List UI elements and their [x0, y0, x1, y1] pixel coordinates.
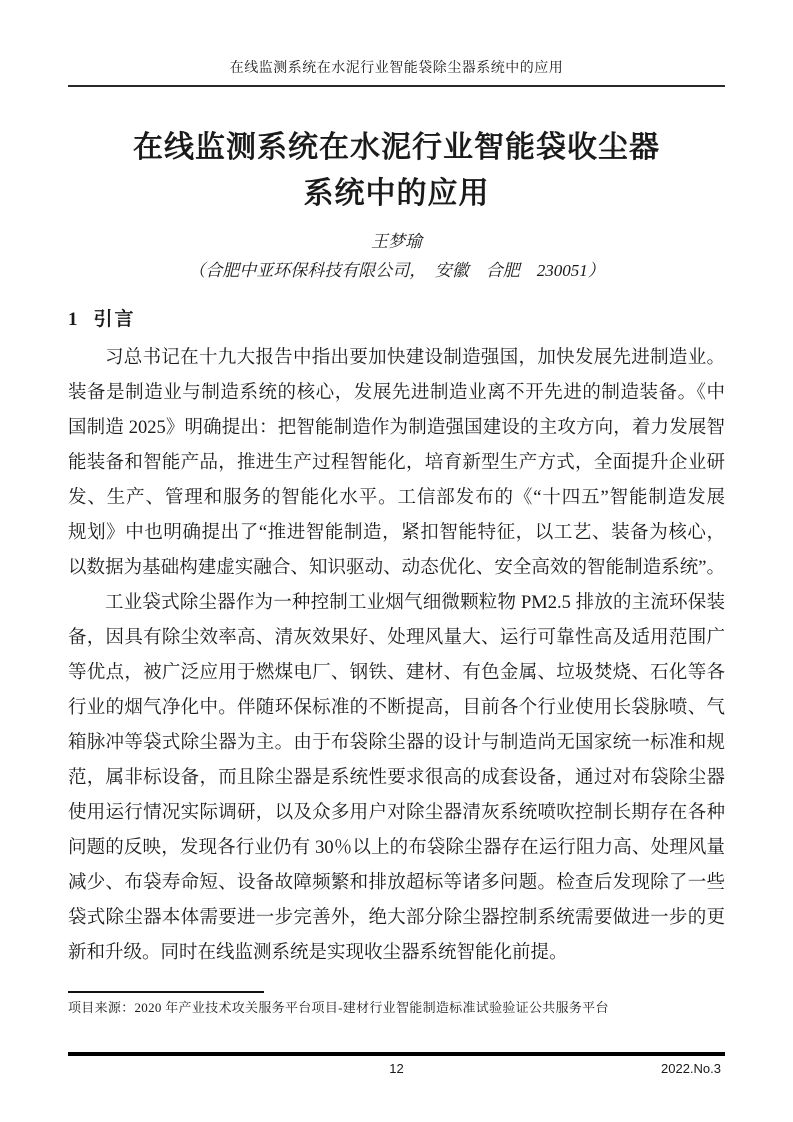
paragraph-1 — [68, 341, 725, 586]
body-line: 范，属非标设备，而且除尘器是系统性要求很高的成套设备，通过对布袋除尘器 — [68, 768, 725, 788]
body-text — [68, 341, 725, 971]
paragraph-2 — [68, 586, 725, 971]
footer-rule — [68, 1052, 725, 1056]
author-name: 王梦瑜 — [371, 232, 422, 251]
body-line: 规划》中也明确提出了“推进智能制造，紧扣智能特征，以工艺、装备为核心， — [68, 523, 725, 543]
body-line: 行业的烟气净化中。伴随环保标准的不断提高，目前各个行业使用长袋脉喷、气 — [68, 698, 725, 718]
body-line: 箱脉冲等袋式除尘器为主。由于布袋除尘器的设计与制造尚无国家统一标准和规 — [68, 733, 725, 753]
body-line: 袋式除尘器本体需要进一步完善外，绝大部分除尘器控制系统需要做进一步的更 — [68, 908, 725, 928]
body-line: 减少、布袋寿命短、设备故障频繁和排放超标等诸多问题。检查后发现除了一些 — [68, 873, 725, 893]
body-line: 以数据为基础构建虚实融合、知识驱动、动态优化、安全高效的智能制造系统”。 — [68, 558, 725, 578]
body-line: 问题的反映，发现各行业仍有 30％以上的布袋除尘器存在运行阻力高、处理风量 — [68, 838, 725, 858]
footnote-source: 项目来源：2020 年产业技术攻关服务平台项目-建材行业智能制造标准试验验证公共服务平台 — [68, 1000, 609, 1015]
section-number: 1 — [68, 309, 78, 330]
body-line: 使用运行情况实际调研，以及众多用户对除尘器清灰系统喷吹控制长期存在各种 — [68, 803, 725, 823]
footnote-divider — [68, 991, 264, 993]
page-footer — [68, 1059, 725, 1079]
body-line: 能装备和智能产品，推进生产过程智能化，培育新型生产方式，全面提升企业研 — [68, 453, 725, 473]
issue-label: 2022.No.3 — [661, 1061, 721, 1076]
body-line: 国制造 2025》明确提出：把智能制造作为制造强国建设的主攻方向，着力发展智 — [68, 418, 725, 438]
paper-title-line-2: 系统中的应用 — [303, 177, 490, 210]
body-line: 备，因具有除尘效率高、清灰效果好、处理风量大、运行可靠性高及适用范围广 — [68, 628, 725, 648]
paper-title-line-1: 在线监测系统在水泥行业智能袋收尘器 — [133, 131, 660, 164]
section-heading — [68, 306, 725, 334]
body-line: 新和升级。同时在线监测系统是实现收尘器系统智能化前提。 — [68, 943, 568, 963]
affiliation: （合肥中亚环保科技有限公司， 安徽 合肥 230051） — [188, 261, 605, 280]
section-title: 引言 — [93, 309, 136, 330]
page-number: 12 — [389, 1061, 404, 1076]
paper-title — [68, 125, 725, 217]
body-line: 装备是制造业与制造系统的核心，发展先进制造业离不开先进的制造装备。《中 — [68, 383, 725, 403]
running-header: 在线监测系统在水泥行业智能袋除尘器系统中的应用 — [68, 58, 725, 87]
body-line: 习总书记在十九大报告中指出要加快建设制造强国，加快发展先进制造业。 — [105, 348, 725, 368]
body-line: 发、生产、管理和服务的智能化水平。工信部发布的《“十四五”智能制造发展 — [68, 488, 725, 508]
body-line: 等优点，被广泛应用于燃煤电厂、钢铁、建材、有色金属、垃圾焚烧、石化等各 — [68, 663, 725, 683]
body-line: 工业袋式除尘器作为一种控制工业烟气细微颗粒物 PM2.5 排放的主流环保装 — [105, 593, 725, 613]
